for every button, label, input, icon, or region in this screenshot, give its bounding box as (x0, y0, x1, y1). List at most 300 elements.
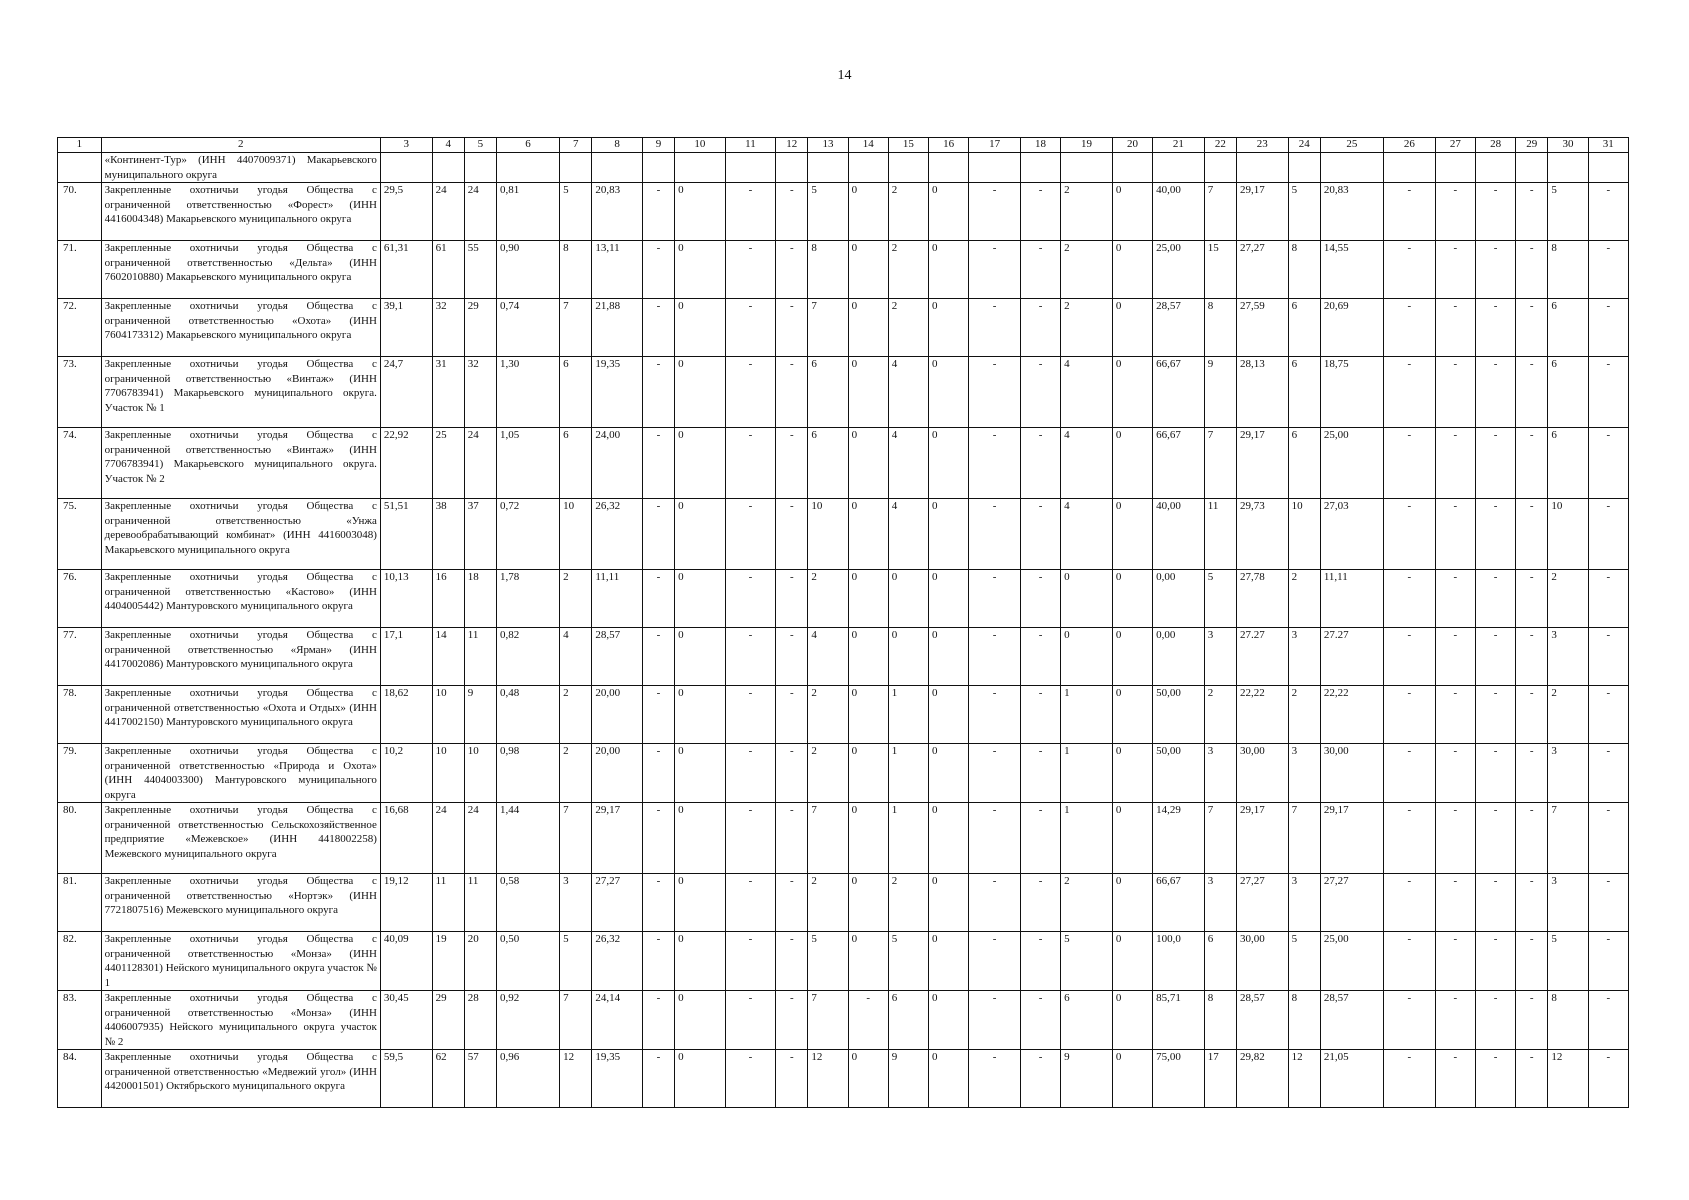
cell-col-23: 29,17 (1236, 428, 1288, 499)
cell-col-4: 24 (432, 183, 464, 241)
cell-col-31: - (1588, 241, 1628, 299)
cell-col-25: 20,83 (1320, 183, 1383, 241)
cell-col-14: 0 (848, 744, 888, 803)
cell-col-23: 28,13 (1236, 357, 1288, 428)
hunting-ground-name: Закрепленные охотничьи угодья Общества с ограниченной ответственностью «Природа и Охота» (ИНН 4404003300) Мантуровского муниципального округа (101, 744, 380, 803)
cell-col-29: - (1516, 299, 1548, 357)
cell-col-13: 4 (808, 628, 848, 686)
cell-col-7 (560, 153, 592, 183)
cell-col-12 (776, 153, 808, 183)
cell-col-7: 7 (560, 299, 592, 357)
cell-col-13: 2 (808, 570, 848, 628)
cell-col-15: 5 (888, 932, 928, 991)
cell-col-31: - (1588, 183, 1628, 241)
cell-col-25: 14,55 (1320, 241, 1383, 299)
cell-col-28: - (1475, 499, 1515, 570)
cell-col-14: - (848, 991, 888, 1050)
cell-col-7: 7 (560, 803, 592, 874)
cell-col-21: 40,00 (1153, 183, 1205, 241)
cell-col-3: 51,51 (380, 499, 432, 570)
cell-col-18: - (1020, 686, 1060, 744)
cell-col-9: - (642, 241, 674, 299)
table-row (58, 628, 1629, 686)
row-number: 78. (58, 686, 102, 744)
cell-col-19: 0 (1061, 570, 1113, 628)
cell-col-22: 11 (1204, 499, 1236, 570)
cell-col-16: 0 (929, 932, 969, 991)
cell-col-30: 5 (1548, 932, 1588, 991)
cell-col-30: 3 (1548, 628, 1588, 686)
cell-col-18: - (1020, 803, 1060, 874)
cell-col-11: - (725, 499, 776, 570)
cell-col-14: 0 (848, 241, 888, 299)
row-number: 76. (58, 570, 102, 628)
cell-col-26: - (1384, 499, 1436, 570)
cell-col-5: 37 (464, 499, 496, 570)
cell-col-31: - (1588, 874, 1628, 932)
column-header: 8 (592, 138, 643, 153)
cell-col-28: - (1475, 241, 1515, 299)
cell-col-3: 18,62 (380, 686, 432, 744)
cell-col-15: 4 (888, 428, 928, 499)
cell-col-25: 29,17 (1320, 803, 1383, 874)
cell-col-26: - (1384, 991, 1436, 1050)
cell-col-11: - (725, 932, 776, 991)
cell-col-7: 12 (560, 1050, 592, 1108)
table-row (58, 570, 1629, 628)
cell-col-10: 0 (675, 874, 726, 932)
cell-col-23: 30,00 (1236, 744, 1288, 803)
cell-col-16: 0 (929, 357, 969, 428)
cell-col-26: - (1384, 299, 1436, 357)
cell-col-17: - (969, 499, 1021, 570)
cell-col-8: 24,14 (592, 991, 643, 1050)
cell-col-23: 28,57 (1236, 991, 1288, 1050)
table-row (58, 357, 1629, 428)
cell-col-12: - (776, 744, 808, 803)
cell-col-25 (1320, 153, 1383, 183)
cell-col-14: 0 (848, 570, 888, 628)
cell-col-29: - (1516, 183, 1548, 241)
cell-col-4: 38 (432, 499, 464, 570)
cell-col-20: 0 (1112, 357, 1152, 428)
cell-col-10: 0 (675, 744, 726, 803)
cell-col-10: 0 (675, 499, 726, 570)
cell-col-6: 1,05 (496, 428, 559, 499)
column-header: 30 (1548, 138, 1588, 153)
row-number: 81. (58, 874, 102, 932)
cell-col-17: - (969, 357, 1021, 428)
cell-col-31: - (1588, 428, 1628, 499)
cell-col-13: 8 (808, 241, 848, 299)
cell-col-24: 3 (1288, 744, 1320, 803)
data-table (57, 137, 1629, 1108)
cell-col-18: - (1020, 932, 1060, 991)
cell-col-13: 10 (808, 499, 848, 570)
page-number: 14 (837, 68, 852, 83)
cell-col-4: 19 (432, 932, 464, 991)
cell-col-27: - (1435, 803, 1475, 874)
cell-col-17 (969, 153, 1021, 183)
cell-col-22: 2 (1204, 686, 1236, 744)
cell-col-30: 8 (1548, 991, 1588, 1050)
cell-col-27: - (1435, 932, 1475, 991)
column-header: 23 (1236, 138, 1288, 153)
cell-col-22 (1204, 153, 1236, 183)
cell-col-28 (1475, 153, 1515, 183)
cell-col-25: 28,57 (1320, 991, 1383, 1050)
cell-col-27: - (1435, 686, 1475, 744)
cell-col-8: 29,17 (592, 803, 643, 874)
cell-col-24: 5 (1288, 183, 1320, 241)
cell-col-16 (929, 153, 969, 183)
table-row (58, 991, 1629, 1050)
cell-col-9: - (642, 299, 674, 357)
cell-col-18: - (1020, 183, 1060, 241)
cell-col-17: - (969, 299, 1021, 357)
cell-col-16: 0 (929, 803, 969, 874)
cell-col-7: 7 (560, 991, 592, 1050)
hunting-ground-name: Закрепленные охотничьи угодья Общества с ограниченной ответственностью «Кастово» (ИНН 4404005442) Мантуровского муниципального округа (101, 570, 380, 628)
row-number: 75. (58, 499, 102, 570)
cell-col-30: 12 (1548, 1050, 1588, 1108)
table-row (58, 299, 1629, 357)
cell-col-18: - (1020, 570, 1060, 628)
cell-col-13: 12 (808, 1050, 848, 1108)
cell-col-16: 0 (929, 686, 969, 744)
cell-col-22: 15 (1204, 241, 1236, 299)
column-header: 6 (496, 138, 559, 153)
cell-col-24: 3 (1288, 628, 1320, 686)
cell-col-19: 1 (1061, 744, 1113, 803)
cell-col-25: 11,11 (1320, 570, 1383, 628)
cell-col-17: - (969, 241, 1021, 299)
cell-col-21: 50,00 (1153, 744, 1205, 803)
cell-col-27: - (1435, 299, 1475, 357)
cell-col-30: 8 (1548, 241, 1588, 299)
cell-col-10 (675, 153, 726, 183)
cell-col-18: - (1020, 357, 1060, 428)
cell-col-21: 28,57 (1153, 299, 1205, 357)
cell-col-20: 0 (1112, 932, 1152, 991)
cell-col-24: 5 (1288, 932, 1320, 991)
cell-col-14: 0 (848, 357, 888, 428)
row-number: 82. (58, 932, 102, 991)
hunting-ground-name: Закрепленные охотничьи угодья Общества с ограниченной ответственностью «Медвежий угол» (ИНН 4420001501) Октябрьского муниципального округа (101, 1050, 380, 1108)
cell-col-18: - (1020, 299, 1060, 357)
cell-col-23: 29,82 (1236, 1050, 1288, 1108)
column-header: 31 (1588, 138, 1628, 153)
cell-col-20: 0 (1112, 299, 1152, 357)
row-number: 77. (58, 628, 102, 686)
cell-col-29: - (1516, 499, 1548, 570)
cell-col-22: 8 (1204, 991, 1236, 1050)
cell-col-12: - (776, 874, 808, 932)
cell-col-21: 66,67 (1153, 357, 1205, 428)
row-number: 73. (58, 357, 102, 428)
cell-col-27: - (1435, 874, 1475, 932)
cell-col-6: 0,98 (496, 744, 559, 803)
cell-col-11: - (725, 991, 776, 1050)
cell-col-13: 7 (808, 299, 848, 357)
cell-col-29: - (1516, 628, 1548, 686)
cell-col-26: - (1384, 628, 1436, 686)
cell-col-30: 5 (1548, 183, 1588, 241)
cell-col-5: 20 (464, 932, 496, 991)
cell-col-23: 29,17 (1236, 183, 1288, 241)
cell-col-9: - (642, 570, 674, 628)
cell-col-28: - (1475, 874, 1515, 932)
row-number: 79. (58, 744, 102, 803)
cell-col-22: 8 (1204, 299, 1236, 357)
cell-col-25: 25,00 (1320, 932, 1383, 991)
cell-col-7: 6 (560, 428, 592, 499)
cell-col-31: - (1588, 299, 1628, 357)
cell-col-23: 27,59 (1236, 299, 1288, 357)
cell-col-25: 27,03 (1320, 499, 1383, 570)
cell-col-19: 6 (1061, 991, 1113, 1050)
cell-col-6: 0,50 (496, 932, 559, 991)
cell-col-14: 0 (848, 183, 888, 241)
cell-col-19: 4 (1061, 357, 1113, 428)
hunting-ground-name: «Континент-Тур» (ИНН 4407009371) Макарьевского муниципального округа (101, 153, 380, 183)
cell-col-12: - (776, 628, 808, 686)
cell-col-25: 21,05 (1320, 1050, 1383, 1108)
column-header: 3 (380, 138, 432, 153)
cell-col-11: - (725, 183, 776, 241)
cell-col-24: 6 (1288, 357, 1320, 428)
cell-col-29: - (1516, 744, 1548, 803)
cell-col-8: 19,35 (592, 357, 643, 428)
cell-col-16: 0 (929, 241, 969, 299)
cell-col-4: 62 (432, 1050, 464, 1108)
cell-col-6: 0,48 (496, 686, 559, 744)
cell-col-6: 1,30 (496, 357, 559, 428)
column-header: 7 (560, 138, 592, 153)
cell-col-26: - (1384, 183, 1436, 241)
cell-col-25: 30,00 (1320, 744, 1383, 803)
table-row (58, 1050, 1629, 1108)
hunting-ground-name: Закрепленные охотничьи угодья Общества с ограниченной ответственностью «Монза» (ИНН 4401128301) Нейского муниципального округа участок № 1 (101, 932, 380, 991)
cell-col-5: 32 (464, 357, 496, 428)
cell-col-24: 12 (1288, 1050, 1320, 1108)
cell-col-3: 40,09 (380, 932, 432, 991)
cell-col-19: 1 (1061, 803, 1113, 874)
cell-col-11: - (725, 1050, 776, 1108)
cell-col-17: - (969, 991, 1021, 1050)
cell-col-16: 0 (929, 874, 969, 932)
column-header: 11 (725, 138, 776, 153)
cell-col-24: 7 (1288, 803, 1320, 874)
cell-col-20: 0 (1112, 1050, 1152, 1108)
cell-col-3: 10,13 (380, 570, 432, 628)
cell-col-12: - (776, 932, 808, 991)
cell-col-9: - (642, 803, 674, 874)
cell-col-28: - (1475, 1050, 1515, 1108)
cell-col-23: 29,73 (1236, 499, 1288, 570)
cell-col-31 (1588, 153, 1628, 183)
cell-col-23: 30,00 (1236, 932, 1288, 991)
cell-col-17: - (969, 803, 1021, 874)
cell-col-13: 6 (808, 428, 848, 499)
cell-col-20: 0 (1112, 686, 1152, 744)
cell-col-10: 0 (675, 428, 726, 499)
cell-col-8: 26,32 (592, 499, 643, 570)
row-number: 74. (58, 428, 102, 499)
cell-col-13: 5 (808, 183, 848, 241)
hunting-ground-name: Закрепленные охотничьи угодья Общества с ограниченной ответственностью «Нортэк» (ИНН 7721807516) Межевского муниципального округа (101, 874, 380, 932)
cell-col-6: 0,58 (496, 874, 559, 932)
cell-col-4: 10 (432, 686, 464, 744)
cell-col-30 (1548, 153, 1588, 183)
cell-col-3: 61,31 (380, 241, 432, 299)
table-row (58, 686, 1629, 744)
cell-col-25: 27,27 (1320, 874, 1383, 932)
hunting-ground-name: Закрепленные охотничьи угодья Общества с ограниченной ответственностью Сельскохозяйственное предприятие «Межевское» (ИНН 4418002258) Межевского муниципального округа (101, 803, 380, 874)
cell-col-16: 0 (929, 499, 969, 570)
cell-col-14: 0 (848, 299, 888, 357)
cell-col-21: 40,00 (1153, 499, 1205, 570)
cell-col-7: 2 (560, 570, 592, 628)
cell-col-15 (888, 153, 928, 183)
cell-col-20: 0 (1112, 499, 1152, 570)
cell-col-24: 8 (1288, 241, 1320, 299)
cell-col-22: 6 (1204, 932, 1236, 991)
cell-col-3: 30,45 (380, 991, 432, 1050)
cell-col-21: 100,0 (1153, 932, 1205, 991)
cell-col-18: - (1020, 744, 1060, 803)
cell-col-6: 0,96 (496, 1050, 559, 1108)
cell-col-21 (1153, 153, 1205, 183)
cell-col-22: 5 (1204, 570, 1236, 628)
cell-col-18: - (1020, 428, 1060, 499)
cell-col-26: - (1384, 932, 1436, 991)
cell-col-31: - (1588, 803, 1628, 874)
cell-col-15: 2 (888, 299, 928, 357)
column-header: 24 (1288, 138, 1320, 153)
cell-col-24: 2 (1288, 570, 1320, 628)
cell-col-20: 0 (1112, 428, 1152, 499)
cell-col-15: 4 (888, 357, 928, 428)
cell-col-27: - (1435, 499, 1475, 570)
cell-col-20: 0 (1112, 183, 1152, 241)
cell-col-12: - (776, 803, 808, 874)
cell-col-9: - (642, 183, 674, 241)
cell-col-19: 2 (1061, 874, 1113, 932)
cell-col-6 (496, 153, 559, 183)
cell-col-8: 28,57 (592, 628, 643, 686)
row-number: 71. (58, 241, 102, 299)
cell-col-18: - (1020, 628, 1060, 686)
cell-col-10: 0 (675, 299, 726, 357)
cell-col-9: - (642, 1050, 674, 1108)
cell-col-15: 6 (888, 991, 928, 1050)
cell-col-22: 3 (1204, 744, 1236, 803)
cell-col-7: 3 (560, 874, 592, 932)
cell-col-31: - (1588, 932, 1628, 991)
cell-col-22: 7 (1204, 428, 1236, 499)
column-header: 2 (101, 138, 380, 153)
table-row (58, 803, 1629, 874)
cell-col-17: - (969, 744, 1021, 803)
cell-col-14: 0 (848, 628, 888, 686)
cell-col-10: 0 (675, 803, 726, 874)
cell-col-26: - (1384, 744, 1436, 803)
cell-col-14: 0 (848, 686, 888, 744)
cell-col-22: 7 (1204, 183, 1236, 241)
column-header: 27 (1435, 138, 1475, 153)
cell-col-4: 10 (432, 744, 464, 803)
cell-col-11: - (725, 299, 776, 357)
cell-col-5: 55 (464, 241, 496, 299)
cell-col-29: - (1516, 874, 1548, 932)
cell-col-14: 0 (848, 428, 888, 499)
cell-col-20 (1112, 153, 1152, 183)
column-header: 29 (1516, 138, 1548, 153)
cell-col-24 (1288, 153, 1320, 183)
cell-col-19: 2 (1061, 183, 1113, 241)
cell-col-4: 14 (432, 628, 464, 686)
cell-col-26: - (1384, 874, 1436, 932)
cell-col-9: - (642, 499, 674, 570)
cell-col-24: 2 (1288, 686, 1320, 744)
cell-col-17: - (969, 628, 1021, 686)
cell-col-15: 2 (888, 874, 928, 932)
cell-col-18: - (1020, 1050, 1060, 1108)
cell-col-7: 5 (560, 932, 592, 991)
cell-col-27: - (1435, 570, 1475, 628)
cell-col-6: 0,82 (496, 628, 559, 686)
column-header: 5 (464, 138, 496, 153)
cell-col-10: 0 (675, 991, 726, 1050)
cell-col-18: - (1020, 241, 1060, 299)
cell-col-16: 0 (929, 570, 969, 628)
cell-col-16: 0 (929, 1050, 969, 1108)
column-header: 25 (1320, 138, 1383, 153)
cell-col-30: 6 (1548, 299, 1588, 357)
cell-col-15: 1 (888, 744, 928, 803)
cell-col-3: 59,5 (380, 1050, 432, 1108)
cell-col-23: 29,17 (1236, 803, 1288, 874)
cell-col-28: - (1475, 628, 1515, 686)
cell-col-27: - (1435, 991, 1475, 1050)
cell-col-4 (432, 153, 464, 183)
cell-col-26: - (1384, 570, 1436, 628)
cell-col-5 (464, 153, 496, 183)
cell-col-16: 0 (929, 744, 969, 803)
cell-col-26: - (1384, 803, 1436, 874)
hunting-ground-name: Закрепленные охотничьи угодья Общества с ограниченной ответственностью «Унжа деревообрабатывающий комбинат» (ИНН 4416003048) Макарьевского муниципального округа (101, 499, 380, 570)
column-header: 14 (848, 138, 888, 153)
cell-col-26: - (1384, 428, 1436, 499)
cell-col-29: - (1516, 1050, 1548, 1108)
table-row (58, 499, 1629, 570)
cell-col-29: - (1516, 241, 1548, 299)
column-header: 17 (969, 138, 1021, 153)
cell-col-20: 0 (1112, 991, 1152, 1050)
cell-col-12: - (776, 357, 808, 428)
cell-col-30: 2 (1548, 686, 1588, 744)
cell-col-24: 6 (1288, 428, 1320, 499)
cell-col-8: 20,00 (592, 686, 643, 744)
cell-col-31: - (1588, 744, 1628, 803)
cell-col-5: 24 (464, 428, 496, 499)
cell-col-9 (642, 153, 674, 183)
cell-col-31: - (1588, 570, 1628, 628)
cell-col-30: 2 (1548, 570, 1588, 628)
cell-col-18 (1020, 153, 1060, 183)
cell-col-13: 2 (808, 686, 848, 744)
